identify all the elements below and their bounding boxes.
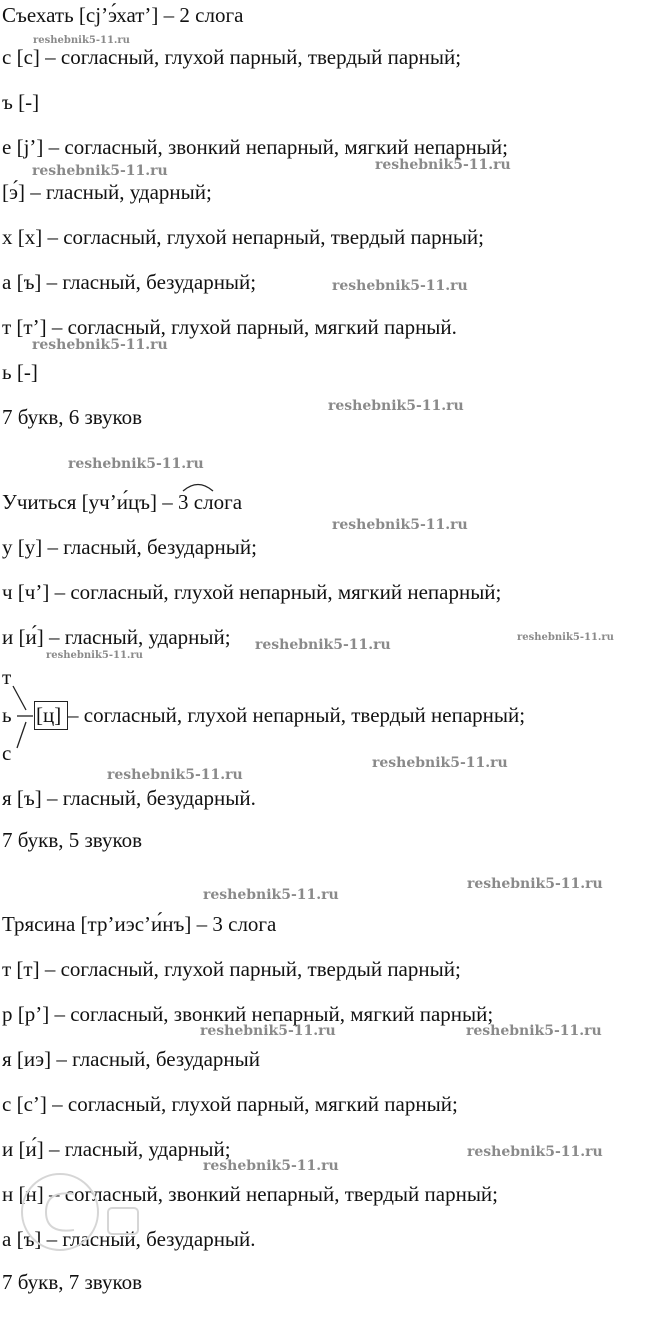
watermark: reshebnik5-11.ru: [32, 337, 168, 353]
watermark: reshebnik5-11.ru: [466, 1023, 602, 1039]
group-letter: с: [2, 741, 12, 765]
word-title-tryasina: Трясина [тр’иэс’и́нъ] – 3 слога: [2, 912, 277, 936]
watermark: reshebnik5-11.ru: [32, 163, 168, 179]
group-letter: т: [2, 665, 12, 689]
watermark: reshebnik5-11.ru: [375, 157, 511, 173]
summary-line: 7 букв, 5 звуков: [2, 828, 143, 852]
watermark: reshebnik5-11.ru: [203, 887, 339, 903]
analysis-line: и [и́] – гласный, ударный;: [2, 625, 231, 649]
group-letter: ь: [2, 703, 12, 727]
analysis-line: т [т’] – согласный, глухой парный, мягкий парный.: [2, 315, 457, 339]
watermark: reshebnik5-11.ru: [200, 1023, 336, 1039]
group-sound: [ц]: [36, 703, 62, 727]
watermark: reshebnik5-11.ru: [33, 35, 130, 46]
word-title-uchitsya: Учиться [уч’и́цъ] – 3 слога: [2, 490, 243, 514]
analysis-line: ч [ч’] – согласный, глухой непарный, мягкий непарный;: [2, 580, 502, 604]
analysis-line: х [х] – согласный, глухой непарный, твердый парный;: [2, 225, 485, 249]
word-title-syekhat: Съехать [сj’э́хат’] – 2 слога: [2, 3, 244, 27]
analysis-line: а [ъ] – гласный, безударный.: [2, 1227, 256, 1251]
analysis-line: т [т] – согласный, глухой парный, твердый парный;: [2, 957, 461, 981]
analysis-line: р [р’] – согласный, звонкий непарный, мягкий парный;: [2, 1002, 494, 1026]
watermark: reshebnik5-11.ru: [467, 876, 603, 892]
analysis-line: н [н] – согласный, звонкий непарный, твердый парный;: [2, 1182, 499, 1206]
analysis-line: я [ъ] – гласный, безударный.: [2, 786, 256, 810]
watermark: reshebnik5-11.ru: [332, 278, 468, 294]
watermark: reshebnik5-11.ru: [107, 767, 243, 783]
analysis-line: ь [-]: [2, 360, 38, 384]
watermark: reshebnik5-11.ru: [68, 456, 204, 472]
analysis-line: с [с’] – согласный, глухой парный, мягкий парный;: [2, 1092, 458, 1116]
summary-line: 7 букв, 6 звуков: [2, 405, 143, 429]
watermark: reshebnik5-11.ru: [46, 650, 143, 661]
watermark: reshebnik5-11.ru: [332, 517, 468, 533]
watermark: reshebnik5-11.ru: [328, 398, 464, 414]
watermark: reshebnik5-11.ru: [372, 755, 508, 771]
analysis-line: а [ъ] – гласный, безударный;: [2, 270, 257, 294]
summary-line: 7 букв, 7 звуков: [2, 1270, 143, 1294]
watermark: reshebnik5-11.ru: [467, 1144, 603, 1160]
analysis-line: я [иэ] – гласный, безударный: [2, 1047, 261, 1071]
watermark: reshebnik5-11.ru: [255, 637, 391, 653]
watermark: reshebnik5-11.ru: [203, 1158, 339, 1174]
analysis-line: [э́] – гласный, ударный;: [2, 180, 212, 204]
analysis-line: – согласный, глухой непарный, твердый непарный;: [68, 703, 526, 727]
analysis-line: с [с] – согласный, глухой парный, твердый парный;: [2, 45, 462, 69]
analysis-line: ъ [-]: [2, 90, 40, 114]
analysis-line: у [у] – гласный, безударный;: [2, 535, 257, 559]
analysis-line: е [j’] – согласный, звонкий непарный, мягкий непарный;: [2, 135, 508, 159]
watermark: reshebnik5-11.ru: [517, 632, 614, 643]
analysis-line: и [и́] – гласный, ударный;: [2, 1137, 231, 1161]
